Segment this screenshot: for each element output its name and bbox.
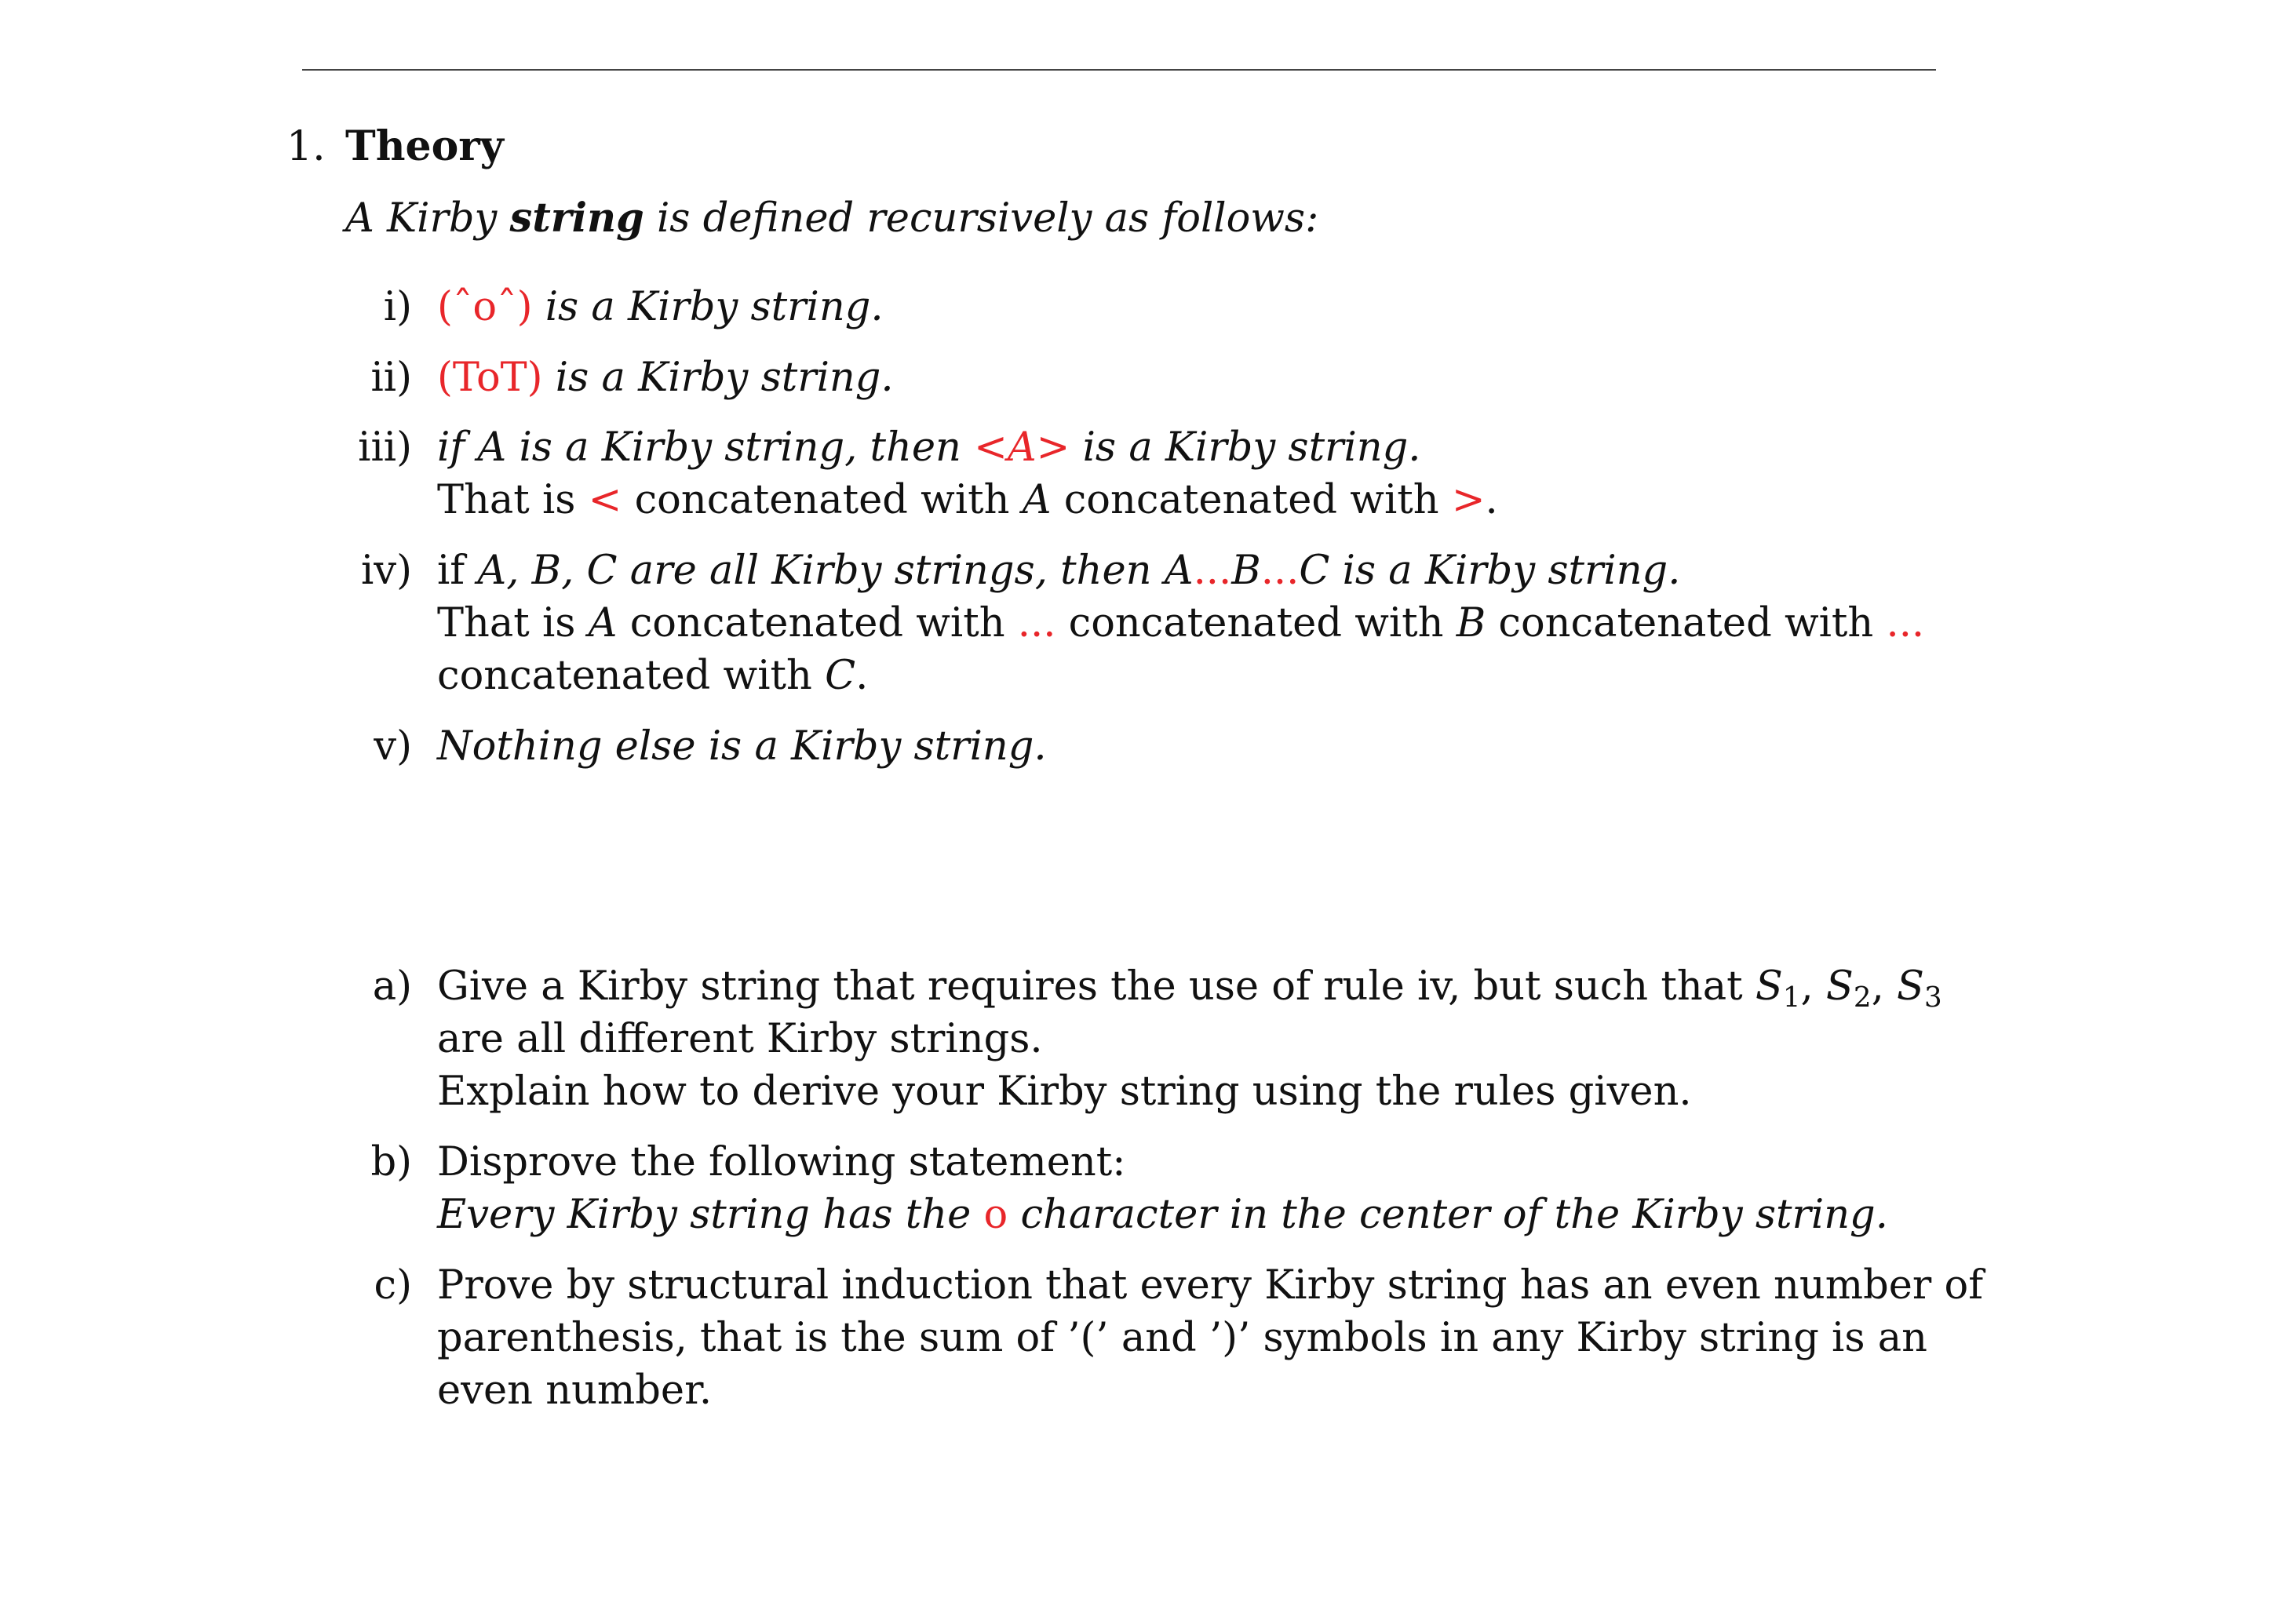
text-span: Give a Kirby string that requires the use of rule iv, but such that: [437, 963, 1756, 1010]
text-span: character in the center of the Kirby string.: [1008, 1192, 1888, 1238]
red-ellipsis: ...: [1193, 548, 1232, 594]
intro-prefix: A Kirby: [345, 195, 510, 242]
var-a: A: [477, 424, 507, 471]
var-b: B: [1456, 600, 1486, 646]
var-c: C: [825, 653, 856, 699]
text-span: are all Kirby strings, then: [617, 548, 1165, 594]
red-angle-close: >: [1036, 424, 1070, 471]
red-ellipsis: ...: [1017, 600, 1056, 646]
rule-i-text: [437, 281, 884, 333]
rule-iv-line3: [437, 650, 868, 702]
subscript: 1: [1782, 981, 1801, 1014]
red-ellipsis: ...: [1886, 600, 1925, 646]
rule-label: i): [383, 284, 412, 330]
question-b-line1: Disprove the following statement:: [437, 1139, 1126, 1185]
question-b-line2: [437, 1189, 1888, 1241]
rule-iv-line1: [437, 544, 1680, 597]
rule-iv-line2: [437, 597, 1924, 650]
intro-suffix: is defined recursively as follows:: [644, 195, 1319, 242]
header-rule: [302, 69, 1936, 71]
rule-ii-desc: is a Kirby string.: [542, 355, 894, 401]
red-angle-close: >: [1451, 477, 1486, 523]
text-span: .: [1485, 477, 1498, 523]
var-a: A: [1164, 548, 1194, 594]
text-span: if: [437, 424, 478, 471]
text-span: is a Kirby string, then: [506, 424, 975, 471]
rule-label: iv): [360, 548, 412, 594]
text-span: That is: [437, 600, 589, 646]
rule-label: ii): [370, 355, 412, 401]
red-o-char: o: [983, 1192, 1008, 1238]
red-angle-open: <: [974, 424, 1008, 471]
vars-abc: A, B, C: [477, 548, 618, 594]
question-c-line2: parenthesis, that is the sum of ’(’ and ’)’ symbols in any Kirby string is an: [437, 1315, 1928, 1361]
question-a-line3: Explain how to derive your Kirby string using the rules given.: [437, 1069, 1692, 1115]
var-s: S: [1897, 963, 1924, 1010]
rule-iii-line1: [437, 421, 1420, 474]
comma: ,: [1871, 963, 1898, 1010]
rule-v-text: Nothing else is a Kirby string.: [437, 723, 1047, 770]
section-number: 1.: [286, 123, 326, 170]
question-c-line1: Prove by structural induction that every Kirby string has an even number of: [437, 1262, 1984, 1309]
text-span: concatenated with: [617, 600, 1018, 646]
red-angle-open: <: [588, 477, 622, 523]
text-span: .: [855, 653, 869, 699]
text-span: concatenated with: [1051, 477, 1452, 523]
intro-bold-word: string: [509, 195, 644, 242]
rule-label: v): [374, 723, 412, 770]
question-a-line2: are all different Kirby strings.: [437, 1016, 1043, 1062]
red-var-a: A: [1007, 424, 1037, 471]
text-span: Every Kirby string has the: [437, 1192, 984, 1238]
red-ellipsis: ...: [1260, 548, 1300, 594]
rule-i-desc: is a Kirby string.: [532, 284, 884, 330]
rule-ii-text: [437, 351, 894, 404]
text-span: is a Kirby string.: [1329, 548, 1681, 594]
var-a: A: [588, 600, 618, 646]
var-s: S: [1755, 963, 1783, 1010]
subscript: 3: [1923, 981, 1942, 1014]
rule-iii-line2: [437, 474, 1498, 526]
question-label: b): [370, 1139, 412, 1185]
text-span: is a Kirby string.: [1070, 424, 1421, 471]
rule-label: iii): [358, 424, 412, 471]
subscript: 2: [1853, 981, 1872, 1014]
question-c-line3: even number.: [437, 1367, 713, 1414]
text-span: concatenated with: [1486, 600, 1887, 646]
section-title: Theory: [345, 122, 504, 170]
rule-i-red-token: (ˆoˆ): [437, 284, 533, 330]
question-label: a): [372, 963, 412, 1010]
intro-text: [345, 191, 1318, 246]
text-span: if: [437, 548, 478, 594]
var-a: A: [1022, 477, 1052, 523]
text-span: That is: [437, 477, 589, 523]
comma: ,: [1800, 963, 1826, 1010]
var-b: B: [1231, 548, 1261, 594]
question-label: c): [374, 1262, 412, 1309]
rule-ii-red-token: (ToT): [437, 355, 543, 401]
var-s: S: [1825, 963, 1854, 1010]
var-c: C: [1299, 548, 1330, 594]
text-span: concatenated with: [437, 653, 826, 699]
text-span: concatenated with: [1055, 600, 1457, 646]
text-span: concatenated with: [622, 477, 1023, 523]
